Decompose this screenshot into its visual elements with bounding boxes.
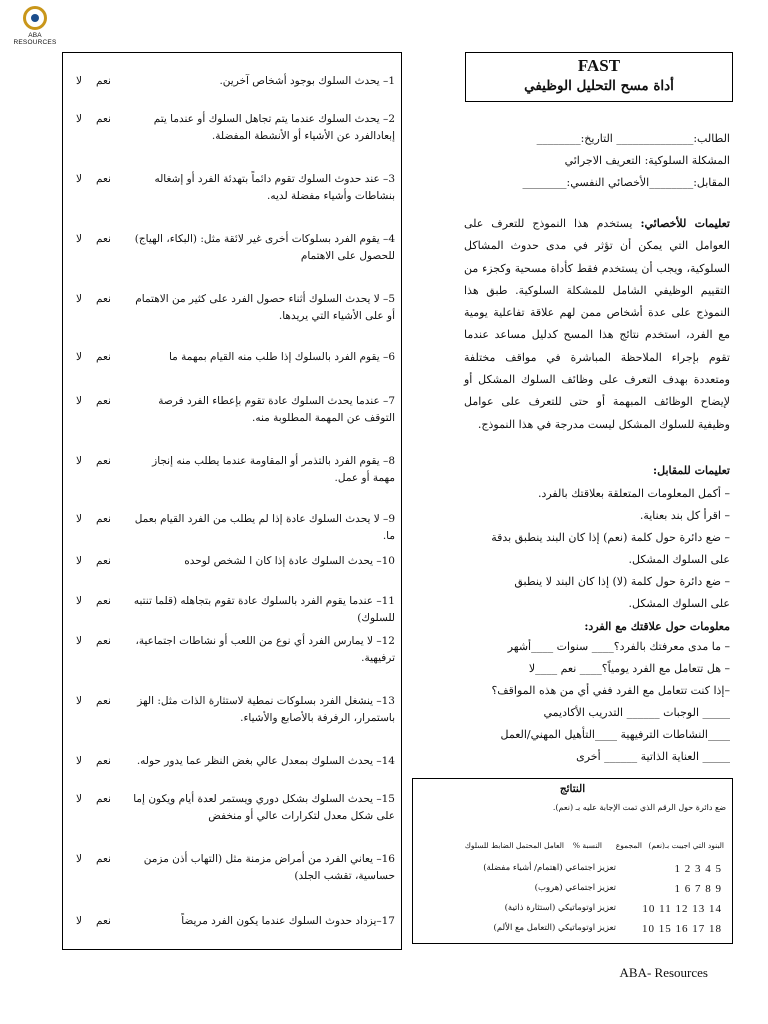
question-text: 6– يقوم الفرد بالسلوك إذا طلب منه القيام بمهمة ما xyxy=(168,351,395,363)
no-option[interactable]: لا xyxy=(76,793,82,805)
yes-option[interactable]: نعم xyxy=(96,695,111,707)
instruction-item: على السلوك المشكل. xyxy=(628,553,730,566)
header-percent: النسبة % xyxy=(572,841,602,850)
yes-option[interactable]: نعم xyxy=(96,455,111,467)
title-english: FAST xyxy=(577,56,621,75)
yes-option[interactable]: نعم xyxy=(96,75,111,87)
instruction-item: على السلوك المشكل. xyxy=(628,597,730,610)
question-text: 12– لا يمارس الفرد أي نوع من اللعب أو نشاطات اجتماعية، ترفيهية. xyxy=(135,635,395,664)
footer-text: ABA- Resources xyxy=(619,965,708,980)
question-text: 3– عند حدوث السلوك تقوم دائماً بتهدئة الفرد أو إشغاله بنشاطات وأشياء مفضلة لديه. xyxy=(154,173,395,202)
no-option[interactable]: لا xyxy=(76,75,82,87)
yes-option[interactable]: نعم xyxy=(96,113,111,125)
yes-option[interactable]: نعم xyxy=(96,595,111,607)
questions-box xyxy=(62,52,402,950)
no-option[interactable]: لا xyxy=(76,293,82,305)
relationship-label: معلومات حول علاقتك مع الفرد: xyxy=(584,620,730,633)
yes-option[interactable]: نعم xyxy=(96,555,111,567)
instruction-item: – ضع دائرة حول كلمة (لا) إذا كان البند لا ينطبق xyxy=(514,575,730,588)
question-text: 10– يحدث السلوك عادة إذا كان ا لشخص لوحده xyxy=(184,555,395,567)
no-option[interactable]: لا xyxy=(76,595,82,607)
results-box xyxy=(412,778,733,944)
no-option[interactable]: لا xyxy=(76,635,82,647)
no-option[interactable]: لا xyxy=(76,455,82,467)
question-text: 15– يحدث السلوك بشكل دوري ويستمر لعدة أيام ويكون إما على شكل معدل لتكرارات عالي أو منخفض xyxy=(133,793,395,822)
relationship-line: _____ الوجبات ______ التدريب الأكاديمي xyxy=(543,706,730,719)
specialist-instructions-text: يستخدم هذا النموذج للتعرف على العوامل التي يمكن أن تؤثر في مدى حدوث المشاكل السلوكية، ويجب أن يستخدم فقط كأداة مسحية وكجزء من التقييم الوظيفي الشامل للمشكلة السلوكية. طبق هذا النموذج على عدة أشخاص ممن لهم علاقة تفاعلية يومية مع الفرد، استخدم نتائج هذا المسح كدليل مساعد عندما تقوم بإجراء الملاحظة المباشرة في مواقف مختلفة ومتعددة بهدف التعرف على وظائف السلوك المشكل أو لإيضاح الوظائف المبهمة أو حتى للتعرف على عوامل وظيفية للسلوك المشكل ليست مدرجة في هذا النموذج. xyxy=(464,217,730,431)
results-category: تعزيز اوتوماتيكي (التعامل مع الألم) xyxy=(493,923,616,933)
question-text: 4– يقوم الفرد بسلوكات أخرى غير لائقة مثل: (البكاء، الهياج) للحصول على الاهتمام xyxy=(134,233,395,262)
no-option[interactable]: لا xyxy=(76,853,82,865)
question-text: 9– لا يحدث السلوك عادة إذا لم يطلب من الفرد القيام بعمل ما. xyxy=(134,513,395,542)
question-text: 13– ينشغل الفرد بسلوكات نمطية لاستثارة الذات مثل: الهز باستمرار، الرفرفة بالأصابع والأشياء. xyxy=(137,695,395,724)
yes-option[interactable]: نعم xyxy=(96,233,111,245)
results-item-numbers[interactable]: 10 11 12 13 14 xyxy=(642,903,722,915)
specialist-instructions xyxy=(464,213,730,436)
question-text: 8– يقوم الفرد بالتذمر أو المقاومة عندما يطلب منه إنجاز مهمة أو عمل. xyxy=(152,455,395,484)
results-item-numbers[interactable]: 10 15 16 17 18 xyxy=(642,923,722,935)
form-line-2: المشكلة السلوكية: التعريف الاجرائي xyxy=(564,154,730,167)
header-factor: العامل المحتمل الضابط للسلوك xyxy=(464,841,564,850)
question-text: 14– يحدث السلوك بمعدل عالي بغض النظر عما يدور حوله. xyxy=(136,755,395,767)
no-option[interactable]: لا xyxy=(76,233,82,245)
relationship-lines xyxy=(450,636,730,768)
no-option[interactable]: لا xyxy=(76,513,82,525)
yes-option[interactable]: نعم xyxy=(96,793,111,805)
logo-name: ABA RESOURCES xyxy=(13,32,57,46)
results-category: تعزيز اجتماعي (اهتمام/ أشياء مفضلة) xyxy=(483,863,616,873)
results-item-numbers[interactable]: 1 2 3 4 5 xyxy=(674,863,722,875)
yes-option[interactable]: نعم xyxy=(96,293,111,305)
no-option[interactable]: لا xyxy=(76,695,82,707)
question-text: 5– لا يحدث السلوك أثناء حصول الفرد على كثير من الاهتمام أو على الأشياء التي يريدها. xyxy=(135,293,395,322)
no-option[interactable]: لا xyxy=(76,173,82,185)
yes-option[interactable]: نعم xyxy=(96,351,111,363)
logo-icon xyxy=(23,6,47,30)
yes-option[interactable]: نعم xyxy=(96,173,111,185)
form-line-3: المقابل:________الأخصائي النفسي:________ xyxy=(522,176,730,189)
title-box xyxy=(465,52,733,102)
yes-option[interactable]: نعم xyxy=(96,635,111,647)
results-title: النتائج xyxy=(559,783,586,795)
question-text: 1– يحدث السلوك بوجود أشخاص آخرين. xyxy=(219,75,395,87)
header-total: المجموع xyxy=(615,841,642,850)
question-text: 17–يزداد حدوث السلوك عندما يكون الفرد مريضاً xyxy=(181,915,395,927)
aba-resources-logo xyxy=(7,6,63,52)
relationship-line: – هل تتعامل مع الفرد يومياً؟____ نعم ____لا xyxy=(528,662,730,675)
results-note: ضع دائرة حول الرقم الذي تمت الإجابة عليه بـ (نعم). xyxy=(552,803,726,812)
question-text: 7– عندما يحدث السلوك عادة تقوم بإعطاء الفرد فرصة التوقف عن المهمة المطلوبة منه. xyxy=(158,395,395,424)
relationship-line: –إذا كنت تتعامل مع الفرد ففي أي من هذه المواقف؟ xyxy=(491,684,730,697)
yes-option[interactable]: نعم xyxy=(96,395,111,407)
form-line-1: الطالب:______________ التاريخ:________ xyxy=(536,132,730,145)
title-arabic: أداة مسح التحليل الوظيفي xyxy=(524,78,674,94)
relationship-line: ____النشاطات الترفيهية ____التأهيل المهني/العمل xyxy=(500,728,730,741)
no-option[interactable]: لا xyxy=(76,755,82,767)
instruction-item: – ضع دائرة حول كلمة (نعم) إذا كان البند ينطبق بدقة xyxy=(491,531,730,544)
yes-option[interactable]: نعم xyxy=(96,755,111,767)
no-option[interactable]: لا xyxy=(76,555,82,567)
instruction-item: – اقرأ كل بند بعناية. xyxy=(639,509,730,522)
no-option[interactable]: لا xyxy=(76,395,82,407)
specialist-instructions-label: تعليمات للأخصائي: xyxy=(640,217,730,230)
no-option[interactable]: لا xyxy=(76,915,82,927)
no-option[interactable]: لا xyxy=(76,113,82,125)
interviewer-instructions-list xyxy=(460,483,730,615)
relationship-line: – ما مدى معرفتك بالفرد؟____ سنوات ____أشهر xyxy=(507,640,730,653)
relationship-line: _____ العناية الذاتية ______ أخرى xyxy=(576,750,730,763)
question-text: 16– يعاني الفرد من أمراض مزمنة مثل (التهاب أذن مزمن حساسية، تقشب الجلد) xyxy=(143,853,395,882)
interviewer-instructions-label: تعليمات للمقابل: xyxy=(653,464,730,477)
header-items: البنود التي اجيبت بـ(نعم) xyxy=(648,841,724,850)
yes-option[interactable]: نعم xyxy=(96,915,111,927)
results-item-numbers[interactable]: 1 6 7 8 9 xyxy=(674,883,722,895)
results-category: تعزيز اوتوماتيكي (استثارة ذاتية) xyxy=(504,903,616,913)
yes-option[interactable]: نعم xyxy=(96,513,111,525)
logo-tagline-line xyxy=(7,46,63,51)
question-text: 2– يحدث السلوك عندما يتم تجاهل السلوك أو عندما يتم إبعادالفرد عن الأشياء أو الأنشطة المفضلة. xyxy=(153,113,395,142)
yes-option[interactable]: نعم xyxy=(96,853,111,865)
instruction-item: – أكمل المعلومات المتعلقة بعلاقتك بالفرد. xyxy=(537,487,730,500)
no-option[interactable]: لا xyxy=(76,351,82,363)
question-text: 11– عندما يقوم الفرد بالسلوك عادة تقوم بتجاهله (قلما تنتبه للسلوك) xyxy=(133,595,395,624)
results-category: تعزيز اجتماعي (هروب) xyxy=(534,883,616,893)
